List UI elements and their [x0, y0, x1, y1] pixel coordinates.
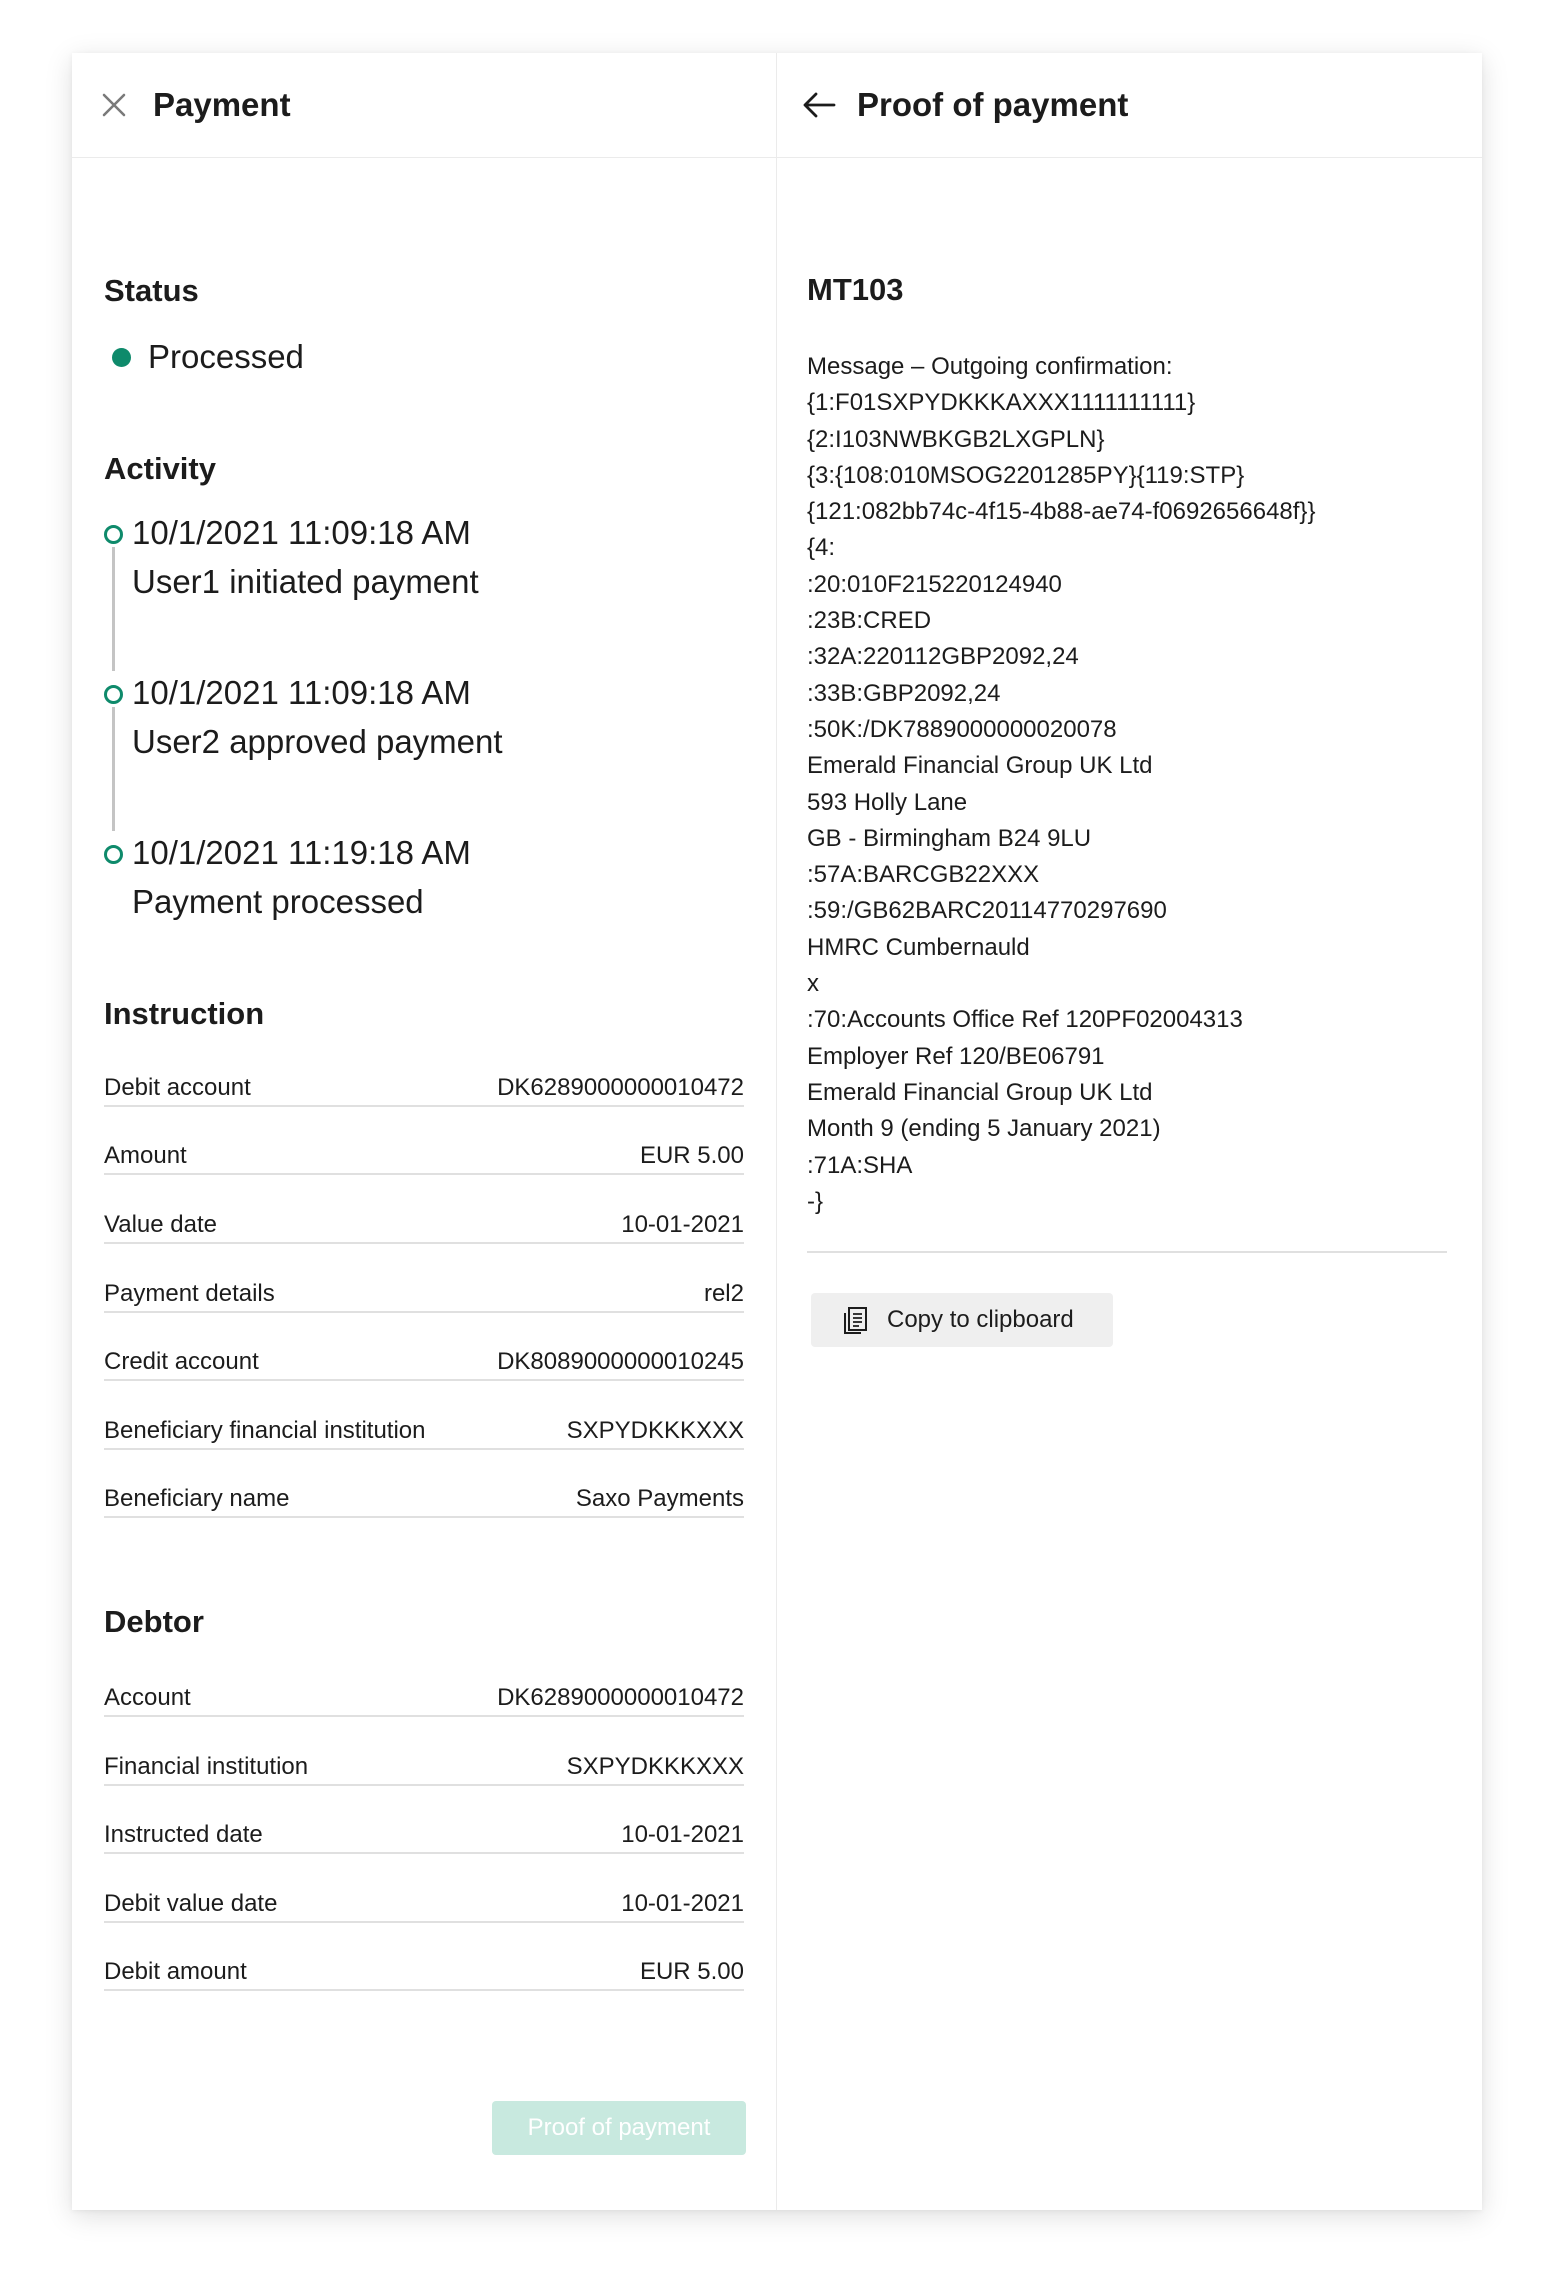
row-label: Beneficiary name [104, 1485, 290, 1512]
event-time: 10/1/2021 11:09:18 AM [132, 674, 471, 711]
message-line: Employer Ref 120/BE06791 [807, 1042, 1105, 1070]
row-label: Debit account [104, 1074, 251, 1101]
row-value: DK8089000000010245 [497, 1348, 744, 1375]
payment-drawer [72, 53, 1482, 2210]
message-line: -} [807, 1187, 824, 1215]
close-icon[interactable] [92, 83, 136, 127]
row-value: 10-01-2021 [621, 1211, 744, 1238]
message-line: 593 Holly Lane [807, 788, 968, 816]
status-heading: Status [104, 273, 199, 308]
row-value: Saxo Payments [575, 1485, 744, 1512]
message-line: {3:{108:010MSOG2201285PY}{119:STP} [807, 461, 1245, 489]
panel-title: Payment [153, 86, 291, 123]
message-line: :70:Accounts Office Ref 120PF02004313 [807, 1006, 1243, 1034]
message-line: {1:F01SXPYDKKKAXXX1111111111} [807, 389, 1196, 417]
status-dot-icon [112, 348, 131, 367]
timeline-connector [112, 707, 115, 831]
copy-button-label: Copy to clipboard [887, 1306, 1074, 1333]
debtor-heading: Debtor [104, 1604, 204, 1639]
arrow-left-icon[interactable] [797, 83, 841, 127]
message-line: HMRC Cumbernauld [807, 933, 1030, 961]
timeline-node-icon [104, 525, 123, 544]
event-text: User1 initiated payment [132, 563, 479, 600]
instruction-row [104, 1406, 744, 1450]
row-value: 10-01-2021 [621, 1890, 744, 1917]
row-value: EUR 5.00 [639, 1958, 744, 1985]
event-time: 10/1/2021 11:09:18 AM [132, 514, 471, 551]
message-line: :32A:220112GBP2092,24 [807, 643, 1079, 671]
row-value: DK6289000000010472 [497, 1074, 744, 1101]
row-label: Instructed date [104, 1821, 263, 1848]
instruction-row [104, 1200, 744, 1244]
debtor-row [104, 1742, 744, 1786]
row-value: SXPYDKKKXXX [566, 1417, 744, 1444]
debtor-row [104, 1810, 744, 1854]
message-line: :23B:CRED [807, 607, 932, 635]
message-line: Emerald Financial Group UK Ltd [807, 752, 1153, 780]
message-line: :57A:BARCGB22XXX [807, 861, 1040, 889]
debtor-row [104, 1879, 744, 1923]
instruction-row [104, 1337, 744, 1381]
proof-panel-header [777, 53, 1482, 158]
timeline-node-icon [104, 845, 123, 864]
status-value: Processed [148, 338, 304, 375]
activity-heading: Activity [104, 451, 216, 486]
instruction-row [104, 1063, 744, 1107]
row-value: DK6289000000010472 [497, 1684, 744, 1711]
message-line: :71A:SHA [807, 1151, 913, 1179]
message-line: :20:010F215220124940 [807, 570, 1062, 598]
payment-panel-header [72, 53, 776, 158]
instruction-row [104, 1474, 744, 1518]
message-line: {4: [807, 534, 836, 562]
event-text: Payment processed [132, 883, 424, 920]
message-line: Month 9 (ending 5 January 2021) [807, 1115, 1161, 1143]
message-line: :59:/GB62BARC20114770297690 [807, 897, 1167, 925]
timeline-connector [112, 547, 115, 671]
proof-of-payment-panel [777, 53, 1482, 2210]
row-value: SXPYDKKKXXX [566, 1753, 744, 1780]
row-value: rel2 [703, 1280, 744, 1307]
payment-panel [72, 53, 777, 2210]
row-label: Account [104, 1684, 191, 1711]
message-type-heading: MT103 [807, 272, 904, 307]
timeline-node-icon [104, 685, 123, 704]
instruction-heading: Instruction [104, 996, 265, 1031]
message-line: :33B:GBP2092,24 [807, 679, 1001, 707]
message-line: GB - Birmingham B24 9LU [807, 824, 1092, 852]
row-value: EUR 5.00 [639, 1142, 744, 1169]
message-line: Emerald Financial Group UK Ltd [807, 1078, 1153, 1106]
debtor-row [104, 1947, 744, 1991]
event-text: User2 approved payment [132, 723, 503, 760]
row-label: Debit amount [104, 1958, 247, 1985]
proof-of-payment-button[interactable]: Proof of payment [492, 2101, 746, 2155]
row-label: Credit account [104, 1348, 259, 1375]
row-value: 10-01-2021 [621, 1821, 744, 1848]
row-label: Payment details [104, 1280, 275, 1307]
row-label: Beneficiary financial institution [104, 1417, 426, 1444]
row-label: Debit value date [104, 1890, 278, 1917]
clipboard-icon [841, 1305, 871, 1335]
swift-message [807, 349, 1447, 1220]
message-line: Message – Outgoing confirmation: [807, 353, 1173, 380]
event-time: 10/1/2021 11:19:18 AM [132, 834, 471, 871]
instruction-row [104, 1269, 744, 1313]
panel-title: Proof of payment [857, 86, 1129, 123]
status-indicator [112, 335, 304, 379]
row-label: Amount [104, 1142, 187, 1169]
copy-to-clipboard-button[interactable] [811, 1293, 1113, 1347]
message-line: x [807, 970, 819, 998]
message-line: :50K:/DK7889000000020078 [807, 715, 1117, 743]
row-label: Value date [104, 1211, 217, 1238]
message-line: {2:I103NWBKGB2LXGPLN} [807, 425, 1105, 453]
divider [807, 1251, 1447, 1253]
instruction-row [104, 1131, 744, 1175]
debtor-row [104, 1673, 744, 1717]
message-line: {121:082bb74c-4f15-4b88-ae74-f0692656648f}} [807, 498, 1316, 526]
row-label: Financial institution [104, 1753, 309, 1780]
